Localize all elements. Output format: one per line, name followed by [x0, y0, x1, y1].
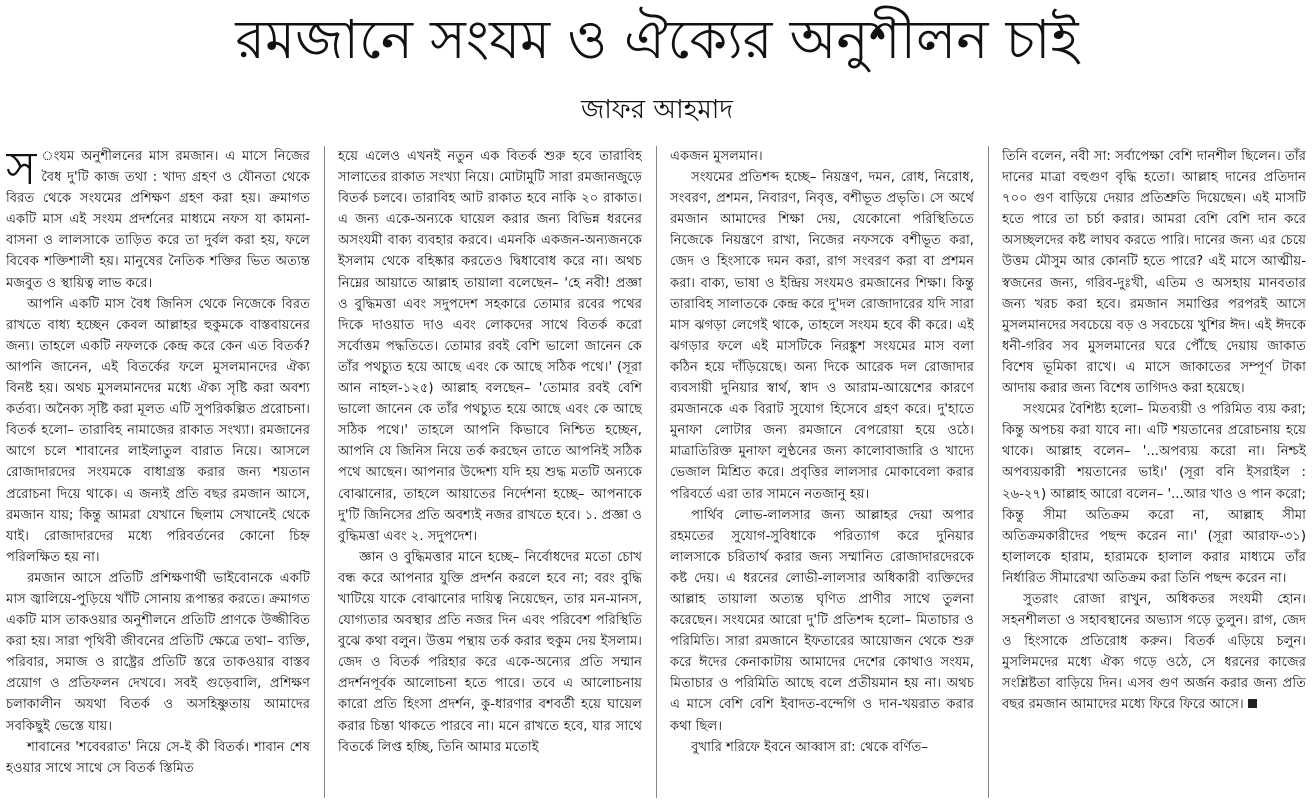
column-divider	[656, 146, 657, 798]
column-divider	[988, 146, 989, 798]
paragraph	[1002, 589, 1306, 716]
headline: রমজানে সংযম ও ঐক্যের অনুশীলন চাই	[235, 8, 1079, 71]
paragraph-text: ংযম অনুশীলনের মাস রমজান। এ মাসে নিজের বৈধ দু'টি কাজ তথা : খাদ্য গ্রহণ ও যৌনতা থেকে বিরত থেকে সংযমের প্রশিক্ষণ গ্রহণ করা হয়। ক্রমাগত একটি মাস এই সংযম প্রদর্শনের মাধ্যমে নফস যা কামনা-বাসনা ও লালসাকে তাড়িত করে তা দুর্বল করা হয়, ফলে বিবেক শক্তিশালী হয়। মানুষের নৈতিক শক্তির ভিত অত্যন্ত মজবুত ও স্থায়িত্ব লাভ করে।	[6, 149, 310, 291]
drop-cap: স	[6, 146, 37, 195]
paragraph: সংযমের বৈশিষ্ট্য হলো– মিতব্যয়ী ও পরিমিত ব্যয় করা; কিন্তু অপচয় করা যাবে না। এটি শয়তানের প্ররোচনায় হয়ে থাকে। আল্লাহ বলেন– '...অপব্যয় করো না। নিশ্চই অপব্যয়কারী শয়তানের ভাই।' (সূরা বনি ইসরাইল : ২৬-২৭) আল্লাহ আরো বলেন– '...আর খাও ও পান করো; কিন্তু সীমা অতিক্রম করো না, আল্লাহ সীমা অতিক্রমকারীদের পছন্দ করেন না।' (সূরা আরাফ-৩১) হালালকে হারাম, হারামকে হালাল করার মাধ্যমে তাঁর নির্ধারিত সীমারেখা অতিক্রম করা তিনি পছন্দ করেন না।	[1002, 402, 1306, 586]
paragraph: আপনি একটি মাস বৈধ জিনিস থেকে নিজেকে বিরত রাখতে বাধ্য হচ্ছেন কেবল আল্লাহর হুকুমকে বাস্তবায়নের জন্য। তাহলে একটি নফলকে কেন্দ্র করে কেন এত বিতর্ক? আপনি জানেন, এই বিতর্কের ফলে মুসলমানদের ঐক্য বিনষ্ট হয়। অথচ মুসলমানদের মধ্যে ঐক্য সৃষ্টি করা অবশ্য কর্তব্য। অনৈক্য সৃষ্টি করা মূলত এটি সুপরিকল্পিত প্ররোচনা। বিতর্ক হলো– তারাবিহ নামাজের রাকাত সংখ্যা। রমজানের আগে চলে শাবানের লাইলাতুল বারাত নিয়ে। আসলে রোজাদারদের সংযমকে বাধাগ্রস্ত করার জন্য শয়তান প্ররোচনা দিয়ে থাকে। এ জন্যই প্রতি বছর রমজান আসে, রমজান যায়; কিন্তু আমরা যেখানে ছিলাম সেখানেই থেকে যাই। রোজাদারদের মধ্যে পরিবর্তনের কোনো চিহ্ন পরিলক্ষিত হয় না।	[6, 296, 310, 565]
paragraph: হয়ে এলেও এখনই নতুন এক বিতর্ক শুরু হবে তারাবিহ সালাতের রাকাত সংখ্যা নিয়ে। মোটামুটি সারা রমজানজুড়ে বিতর্ক চলবে। তারাবিহ আট রাকাত হবে নাকি ২০ রাকাত। এ জন্য একে-অন্যকে ঘায়েল করার জন্য বিভিন্ন ধরনের অসংযমী বাক্য ব্যবহার করবে। এমনকি একজন-অন্যজনকে ইসলাম থেকে বহিষ্কার করতেও দ্বিধাবোধ করে না। অথচ নিম্নের আয়াতে আল্লাহ তায়ালা বলেছেন– 'হে নবী! প্রজ্ঞা ও বুদ্ধিমত্তা এবং সদুপদেশ সহকারে তোমার রবের পথের দিকে দাওয়াত দাও এবং লোকদের সাথে বিতর্ক করো সর্বোত্তম পদ্ধতিতে। তোমার রবই বেশি ভালো জানেন কে তাঁর পথচ্যুত হয়ে আছে এবং কে আছে সঠিক পথে।' (সূরা আন নাহল-১২৫) আল্লাহ বলছেন– 'তোমার রবই বেশি ভালো জানেন কে তাঁর পথচ্যুত হয়ে আছে এবং কে আছে সঠিক পথে।' তাহলে আপনি কিভাবে নিশ্চিত হচ্ছেন, আপনি যে জিনিস নিয়ে তর্ক করছেন তাতে আপনিই সঠিক পথে আছেন। আপনার উদ্দেশ্য যদি হয় শুদ্ধ মতটি অন্যকে বোঝানোর, তাহলে আয়াতের নির্দেশনা হচ্ছে– আপনাকে দু'টি জিনিসের প্রতি অবশ্যই নজর রাখতে হবে। ১. প্রজ্ঞা ও বুদ্ধিমত্তা এবং ২. সদুপদেশ।	[338, 149, 642, 544]
paragraph	[6, 146, 310, 294]
paragraph: জ্ঞান ও বুদ্ধিমত্তার মানে হচ্ছে– নির্বোধদের মতো চোখ বন্ধ করে আপনার যুক্তি প্রদর্শন করলে হবে না; বরং বুদ্ধি খাটিয়ে যাকে বোঝানোর দায়িত্ব নিয়েছেন, তার মন-মানস, যোগ্যতার অবস্থার প্রতি নজর দিন এবং পরিবেশ পরিস্থিতি বুঝে কথা বলুন। উত্তম পন্থায় তর্ক করার হুকুম দেয় ইসলাম। জেদ ও বিতর্ক পরিহার করে একে-অন্যের প্রতি সম্মান প্রদর্শনপূর্বক আলোচনা হতে পারে। তবে এ আলোচনায় কারো প্রতি হিংসা প্রদর্শন, কু-ধারণার বশবর্তী হয়ে ঘায়েল করার চিন্তা থাকতে পারবে না। মনে রাখতে হবে, যার সাথে বিতর্কে লিপ্ত হচ্ছি, তিনি আমার মতোই	[338, 549, 642, 755]
column-4	[1002, 146, 1306, 798]
paragraph: শাবানের 'শবেবরাত' নিয়ে সে-ই কী বিতর্ক। শাবান শেষ হওয়ার সাথে সাথে সে বিতর্ক স্তিমিত	[6, 739, 310, 776]
end-mark-icon	[1248, 699, 1257, 708]
column-1	[6, 146, 310, 798]
paragraph-text: সুতরাং রোজা রাখুন, অধিকতর সংযমী হোন। সহনশীলতা ও সহাবস্থানের অভ্যাস গড়ে তুলুন। রাগ, জেদ ও হিংসাকে প্রতিরোধ করুন। বিতর্ক এড়িয়ে চলুন। মুসলিমদের মধ্যে ঐক্য গড়ে ওঠে, সে ধরনের কাজের সংশ্লিষ্টতা বাড়িয়ে দিন। এসব গুণ অর্জন করার জন্য প্রতি বছর রমজান আমাদের মধ্যে ফিরে ফিরে আসে।	[1002, 591, 1306, 713]
column-divider	[324, 146, 325, 798]
article-body	[6, 146, 1308, 798]
paragraph: বুখারি শরিফে ইবনে আব্বাস রা: থেকে বর্ণিত–	[691, 739, 928, 755]
paragraph: রমজান আসে প্রতিটি প্রশিক্ষণার্থী ভাইবোনকে একটি মাস জ্বালিয়ে-পুড়িয়ে খাঁটি সোনায় রূপান্তর করতে। ক্রমাগত একটি মাস তাকওয়ার অনুশীলনে প্রতিটি প্রাণকে উজ্জীবিত করা হয়। সারা পৃথিবী জীবনের প্রতিটি ক্ষেত্রে তথা– ব্যক্তি, পরিবার, সমাজ ও রাষ্ট্রের প্রতিটি স্তরে তাকওয়ার বাস্তব প্রয়োগ ও প্রতিফলন দেখবে। সবই গুড়েবালি, প্রশিক্ষণ চলাকালীন অযথা বিতর্ক ও অসহিষ্ণুতায় আমাদের সবকিছুই ভেস্তে যায়।	[6, 570, 310, 734]
byline: জাফর আহমাদ	[581, 95, 733, 125]
paragraph: তিনি বলেন, নবী সা: সর্বাপেক্ষা বেশি দানশীল ছিলেন। তাঁর দানের মাত্রা বহুগুণ বৃদ্ধি হতো। আল্লাহ দানের প্রতিদান ৭০০ গুণ বাড়িয়ে দেয়ার প্রতিশ্রুতি দিয়েছেন। এই মাসটি হতে পারে তা চর্চা করার। আমরা বেশি বেশি দান করে অসচ্ছলদের কষ্ট লাঘব করতে পারি। দানের জন্য এর চেয়ে উত্তম মৌসুম আর কোনটি হতে পারে? এই মাসে আত্মীয়-স্বজনের জন্য, গরিব-দুঃখী, এতিম ও অসহায় মানবতার জন্য খরচ করা হবে। রমজান সমাপ্তির পরপরই আসে মুসলমানদের সবচেয়ে বড় ও সবচেয়ে খুশির ঈদ। এই ঈদকে ধনী-গরিব সব মুসলমানের ঘরে পৌঁছে দেয়ায় জাকাত বিশেষ ভূমিকা রাখে। এ মাসে জাকাতের সম্পূর্ণ টাকা আদায় করার জন্য বিশেষ তাগিদও করা হয়েছে।	[1002, 149, 1306, 397]
column-2	[338, 146, 642, 798]
paragraph: সংযমের প্রতিশব্দ হচ্ছে– নিয়ন্ত্রণ, দমন, রোধ, নিরোধ, সংবরণ, প্রশমন, নিবারণ, নিবৃত্ত, বশীভূত প্রভৃতি। সে অর্থে রমজান আমাদের শিক্ষা দেয়, যেকোনো পরিস্থিতিতে নিজেকে নিয়ন্ত্রণে রাখা, নিজের নফসকে বশীভূত করা, জেদ ও হিংসাকে দমন করা, রাগ সংবরণ করা বা প্রশমন করা। বাক্য, ভাষা ও ইন্দ্রিয় সংযমও রমজানের শিক্ষা। কিন্তু তারাবিহ সালাতকে কেন্দ্র করে দু'দল রোজাদারের যদি সারা মাস ঝগড়া লেগেই থাকে, তাহলে সংযম হবে কী করে। এই ঝগড়ার ফলে এই মাসটিকে নিরঙ্কুশ সংযমের মাস বলা কঠিন হয়ে দাঁড়িয়েছে। অন্য দিকে আরেক দল রোজাদার ব্যবসায়ী দুনিয়ার স্বার্থ, স্বাদ ও আরাম-আয়েশের কারণে রমজানকে এক বিরাট সুযোগ হিসেবে গ্রহণ করে। দু'হাতে মুনাফা লোটার জন্য রমজানে বেপরোয়া হয়ে ওঠে। মাত্রাতিরিক্ত মুনাফা লুণ্ঠনের জন্য কালোবাজারি ও খাদ্যে ভেজাল মিশ্রিত করে। প্রবৃত্তির লালসার মোকাবেলা করার পরিবর্তে এরা তার সামনে নতজানু হয়।	[670, 170, 974, 502]
column-3	[670, 146, 974, 798]
paragraph: একজন মুসলমান।	[670, 149, 763, 164]
paragraph: পার্থিব লোভ-লালসার জন্য আল্লাহর দেয়া অপার রহমতের সুযোগ-সুবিধাকে পরিত্যাগ করে দুনিয়ার লালসাকে চরিতার্থ করার জন্য সম্মানিত রোজাদারদেরকে কষ্ট দেয়। এ ধরনের লোভী-লালসার অধিকারী ব্যক্তিদের আল্লাহ তায়ালা অত্যন্ত ঘৃণিত প্রাণীর সাথে তুলনা করেছেন। সংযমের আরো দু'টি প্রতিশব্দ হলো– মিতাচার ও পরিমিতি। সারা রমজানে ইফতারের আয়োজন থেকে শুরু করে ঈদের কেনাকাটায় আমাদের দেশের কোথাও সংযম, মিতাচার ও পরিমিতি আছে বলে প্রতীয়মান হয় না। অথচ এ মাসে বেশি বেশি ইবাদত-বন্দেগি ও দান-খয়রাত করার কথা ছিল।	[670, 507, 974, 734]
